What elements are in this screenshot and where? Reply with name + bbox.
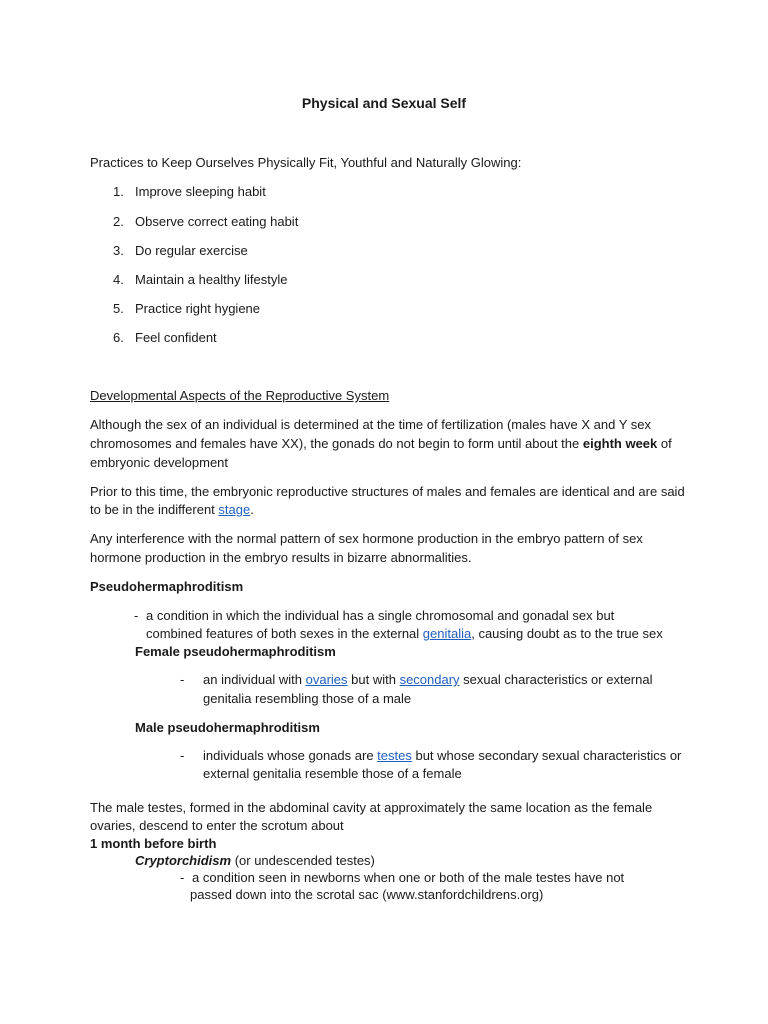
text-span: a condition in which the individual has a single chromosomal and gonadal sex but [146,608,615,623]
paragraph-line: Any interference with the normal pattern of sex hormone production in the embryo pattern of sex [90,531,643,546]
text-span: combined features of both sexes in the external [146,626,423,641]
definition-line: passed down into the scrotal sac (www.stanfordchildrens.org) [190,887,544,902]
paragraph-line: Although the sex of an individual is determined at the time of fertilization (males have X and Y sex [90,417,652,432]
list-item [113,183,266,201]
dash-bullet: - [134,608,139,623]
list-number: 4. [113,272,124,287]
list-item [113,242,248,260]
list-item [113,329,217,347]
list-text: Do regular exercise [135,243,248,258]
practices-intro: Practices to Keep Ourselves Physically Fit, Youthful and Naturally Glowing: [90,155,522,170]
list-item [113,213,298,231]
text-span: but whose secondary sexual characteristics or [411,748,682,763]
text-span: individuals whose gonads are [203,748,378,763]
paragraph-line [90,501,254,519]
text-span: a condition seen in newborns when one or both of the male testes have not [192,870,625,885]
list-number: 1. [113,184,124,199]
secondary-link[interactable]: secondary [399,672,460,687]
list-text: Improve sleeping habit [135,184,266,199]
definition-line: genitalia resembling those of a male [203,691,412,706]
genitalia-link[interactable]: genitalia [422,626,472,641]
emphasis-eighth-week: eighth week [582,436,658,451]
text-span: an individual with [203,672,306,687]
text-span: chromosomes and females have XX), the gonads do not begin to form until about the [90,436,583,451]
section-heading: Developmental Aspects of the Reproductive System [90,388,390,403]
testes-link[interactable]: testes [377,748,412,763]
dash-bullet: - [180,870,185,885]
definition-line [203,671,652,689]
stage-link[interactable]: stage [218,502,251,517]
definition-line [134,607,614,625]
paragraph-line [90,435,672,453]
list-number: 2. [113,214,124,229]
paragraph-line: ovaries, descend to enter the scrotum about [90,818,344,833]
text-span: of [657,436,672,451]
definition-line: external genitalia resemble those of a female [203,766,462,781]
paragraph-line: embryonic development [90,455,229,470]
list-text: Observe correct eating habit [135,214,299,229]
dash-bullet: - [180,748,185,763]
text-span: . [250,502,254,517]
paragraph-line: Prior to this time, the embryonic reproductive structures of males and females are identical and are said [90,484,685,499]
crypto-term: Cryptorchidism [135,853,232,868]
definition-line [146,625,663,643]
list-text: Practice right hygiene [135,301,261,316]
text-span: sexual characteristics or external [459,672,653,687]
ovaries-link[interactable]: ovaries [305,672,348,687]
list-number: 5. [113,301,124,316]
list-number: 3. [113,243,124,258]
definition-line [203,747,681,765]
text-span: to be in the indifferent [90,502,219,517]
list-text: Maintain a healthy lifestyle [135,272,288,287]
pseudo-heading: Pseudohermaphroditism [90,579,244,594]
paragraph-line: The male testes, formed in the abdominal cavity at approximately the same location as the female [90,800,653,815]
text-span: (or undescended testes) [231,853,375,868]
crypto-heading [135,852,375,870]
definition-line [180,869,624,887]
list-text: Feel confident [135,330,217,345]
text-span: but with [347,672,400,687]
list-item [113,300,260,318]
document-title: Physical and Sexual Self [301,95,467,111]
list-item [113,271,287,289]
paragraph-line: hormone production in the embryo results in bizarre abnormalities. [90,550,472,565]
list-number: 6. [113,330,124,345]
text-span: , causing doubt as to the true sex [471,626,663,641]
emphasis-one-month: 1 month before birth [90,836,217,851]
male-heading: Male pseudohermaphroditism [135,720,320,735]
female-heading: Female pseudohermaphroditism [135,644,336,659]
dash-bullet: - [180,672,185,687]
